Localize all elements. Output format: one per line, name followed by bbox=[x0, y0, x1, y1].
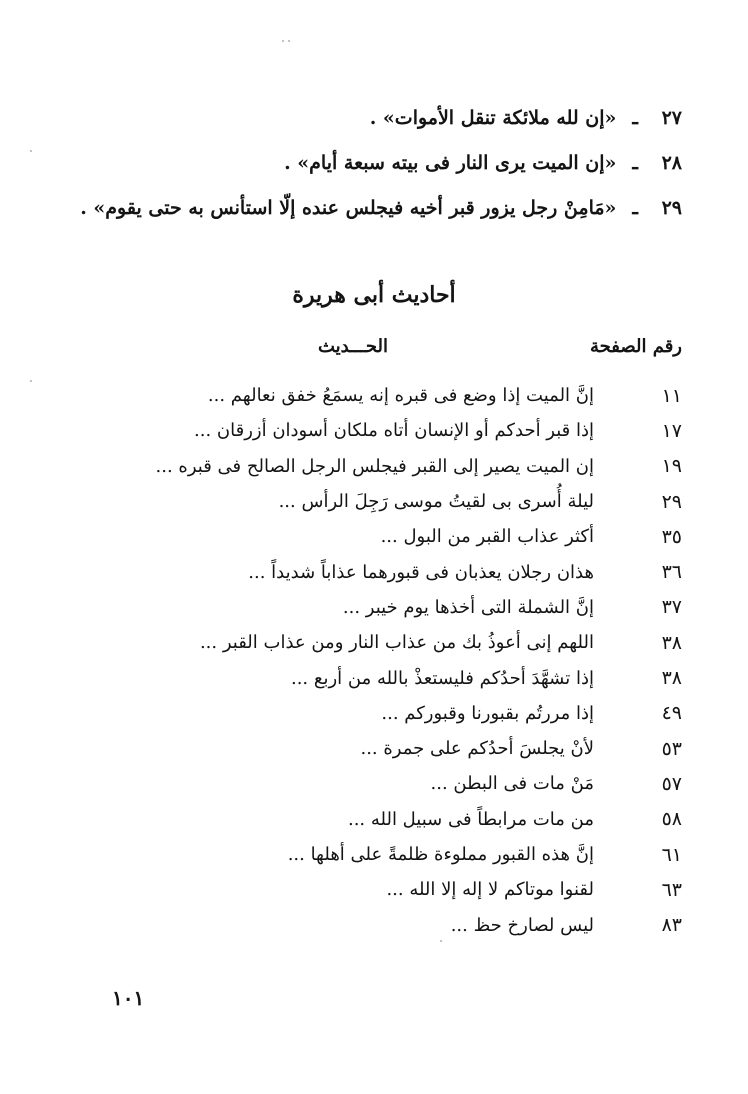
item-text: «مَامِنْ رجل يزور قبر أخيه فيجلس عنده إلّا استأنس به حتى يقوم» . bbox=[80, 196, 617, 219]
list-item bbox=[42, 95, 682, 140]
hadith-text: من مات مرابطاً فى سبيل الله ... bbox=[347, 808, 594, 830]
page-ref: ٣٨ bbox=[661, 667, 682, 690]
hadith-text: إنَّ هذه القبور مملوءة ظلمةً على أهلها ... bbox=[287, 844, 594, 865]
hadith-text: مَنْ مات فى البطن ... bbox=[430, 773, 594, 795]
table-row bbox=[82, 484, 682, 519]
hadith-text: إنَّ الشملة التى أخذها يوم خيبر ... bbox=[342, 596, 594, 618]
hadith-text: هذان رجلان يعذبان فى قبورهما عذاباً شديداً ... bbox=[248, 561, 594, 583]
scan-speck bbox=[440, 940, 442, 942]
separator-dash: ـ bbox=[632, 196, 638, 219]
column-header-hadith: الحـــديث bbox=[317, 336, 388, 357]
table-row bbox=[82, 660, 682, 695]
item-number: ٢٧ bbox=[661, 106, 682, 129]
page-ref: ٥٧ bbox=[661, 772, 682, 795]
hadith-text: اللهم إنى أعوذُ بك من عذاب النار ومن عذاب القبر ... bbox=[199, 632, 594, 654]
column-header-page-number: رقم الصفحة bbox=[589, 336, 682, 357]
table-row bbox=[82, 625, 682, 660]
table-row bbox=[82, 872, 682, 907]
section-title: أحاديث أبى هريرة bbox=[292, 282, 456, 308]
table-row bbox=[82, 413, 682, 448]
table-row bbox=[82, 766, 682, 801]
scan-speck bbox=[30, 150, 32, 152]
table-row bbox=[82, 449, 682, 484]
page-ref: ٥٨ bbox=[661, 808, 682, 831]
continued-hadith-list bbox=[42, 95, 682, 230]
page-ref: ٨٣ bbox=[661, 914, 682, 937]
page-ref: ٥٣ bbox=[661, 737, 682, 760]
hadith-text: إذا تشهَّدَ أحدُكم فليستعذْ بالله من أربع ... bbox=[290, 667, 594, 689]
page-ref: ١٧ bbox=[661, 419, 682, 442]
table-row bbox=[82, 837, 682, 872]
item-number: ٢٩ bbox=[661, 196, 682, 219]
hadith-text: إنَّ الميت إذا وضع فى قبره إنه يسمَعُ خفق نعالهم ... bbox=[207, 385, 594, 407]
page-ref: ٣٦ bbox=[661, 561, 682, 584]
page-ref: ٣٥ bbox=[661, 525, 682, 548]
page-ref: ٢٩ bbox=[661, 490, 682, 513]
item-text: «إن الميت يرى النار فى بيته سبعة أيام» . bbox=[284, 151, 617, 174]
table-row bbox=[82, 378, 682, 413]
list-item bbox=[42, 140, 682, 185]
scan-speck bbox=[282, 40, 284, 42]
hadith-text: إن الميت يصير إلى القبر فيجلس الرجل الصالح فى قبره ... bbox=[155, 455, 594, 477]
hadith-text: لقنوا موتاكم لا إله إلا الله ... bbox=[386, 879, 594, 901]
item-text: «إن لله ملائكة تنقل الأموات» . bbox=[369, 106, 617, 129]
table-row bbox=[82, 907, 682, 942]
list-item bbox=[42, 185, 682, 230]
table-row bbox=[82, 696, 682, 731]
hadith-text: إذا قبر أحدكم أو الإنسان أتاه ملكان أسودان أزرقان ... bbox=[194, 420, 594, 442]
table-row bbox=[82, 554, 682, 589]
page-ref: ٦٣ bbox=[661, 878, 682, 901]
page-ref: ٤٩ bbox=[661, 702, 682, 725]
hadith-text: ليس لصارخ حظ ... bbox=[450, 914, 594, 936]
table-row bbox=[82, 519, 682, 554]
hadith-text: إذا مررتُم بقبورنا وقبوركم ... bbox=[381, 702, 594, 724]
table-row bbox=[82, 590, 682, 625]
hadith-text: ليلة أُسرى بى لقيتُ موسى رَجِلَ الرأس ... bbox=[278, 491, 594, 513]
page-ref: ٣٨ bbox=[661, 631, 682, 654]
table-row bbox=[82, 802, 682, 837]
scan-speck bbox=[30, 380, 32, 382]
separator-dash: ـ bbox=[632, 106, 638, 129]
hadith-index-table bbox=[82, 378, 682, 943]
page-number: ١٠١ bbox=[112, 986, 145, 1010]
hadith-text: أكثر عذاب القبر من البول ... bbox=[380, 526, 594, 548]
page-ref: ١٩ bbox=[661, 455, 682, 478]
table-row bbox=[82, 731, 682, 766]
page-ref: ١١ bbox=[661, 384, 682, 407]
item-number: ٢٨ bbox=[661, 151, 682, 174]
separator-dash: ـ bbox=[632, 151, 638, 174]
hadith-text: لأنْ يجلسَ أحدُكم على جمرة ... bbox=[360, 738, 594, 760]
scan-speck bbox=[288, 40, 290, 42]
page-ref: ٦١ bbox=[661, 843, 682, 866]
page-ref: ٣٧ bbox=[661, 596, 682, 619]
